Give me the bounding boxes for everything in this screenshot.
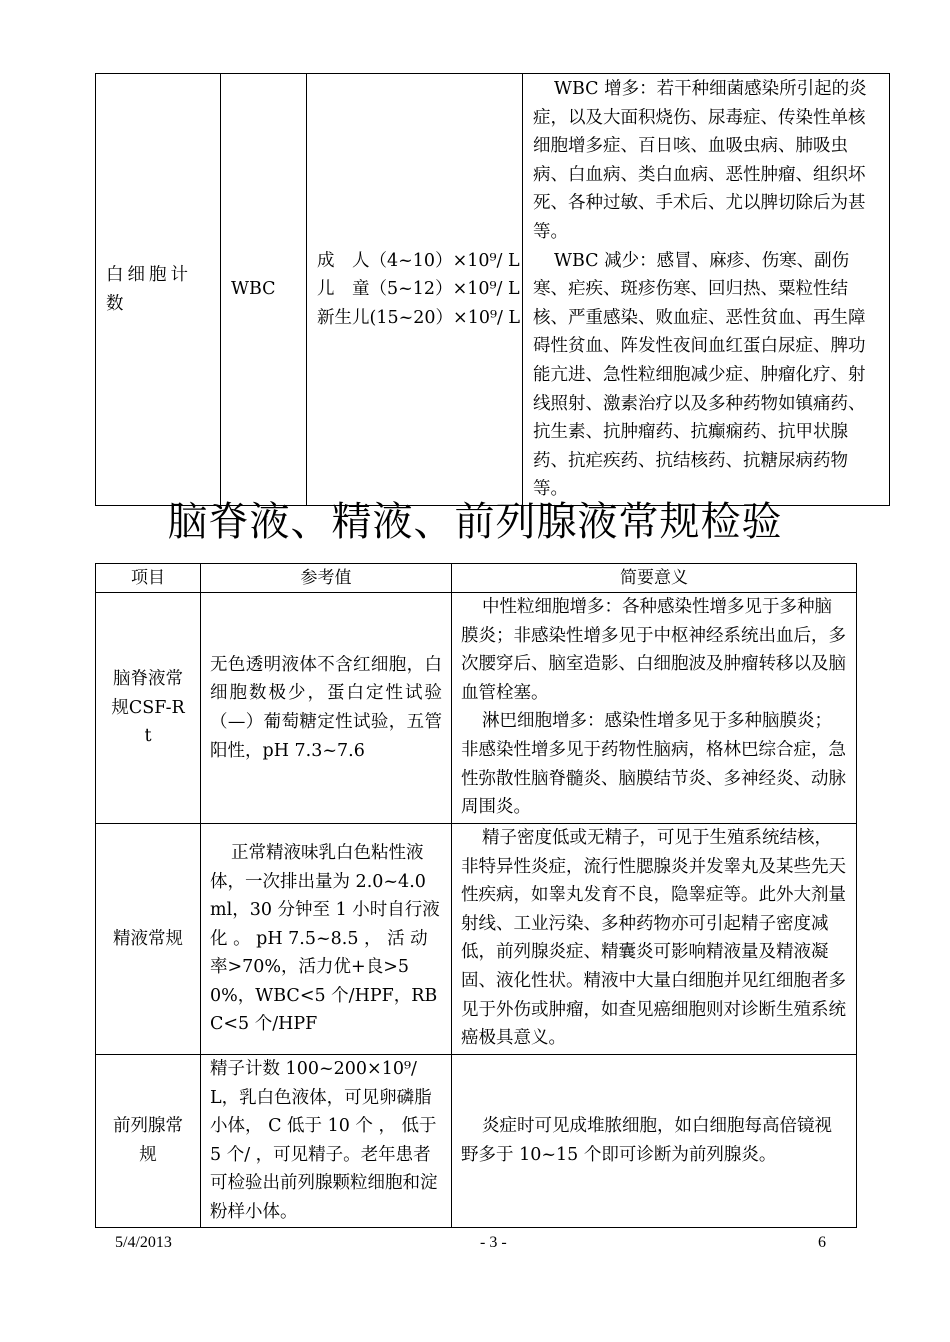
abbr-cell [221,74,307,506]
footer-page-number: - 3 - [480,1234,507,1251]
item-cell [96,824,201,1055]
ref-adult: 成 人（4~10）×10⁹/ L [317,250,520,271]
meaning-cell [452,593,857,824]
meaning-cell [523,74,890,506]
item-name: 前列腺常规 [113,1116,183,1165]
ref-cell [201,593,452,824]
ref-cell [201,1055,452,1228]
footer-total: 6 [818,1234,826,1251]
meaning-increase: WBC 增多：若干种细菌感染所引起的炎症，以及大面积烧伤、尿毒症、传染性单核细胞增多症、百日咳、血吸虫病、肺吸虫病、白血病、类白血病、恶性肿瘤、组织坏死、各种过敏、手术后、尤以脾切除后为甚等。 [533,79,867,243]
meaning-cell [452,1055,857,1228]
item-name: 脑脊液常规CSF-Rt [111,669,185,747]
footer-date: 5/4/2013 [115,1234,172,1251]
item-cell [96,1055,201,1228]
wbc-table [95,73,890,506]
csf-semen-prostate-table [95,563,857,1228]
ref-cell [307,74,523,506]
ref-newborn: 新生儿(15~20）×10⁹/ L [317,307,521,328]
table-row [96,74,890,506]
section-title: 脑脊液、精液、前列腺液常规检验 [167,499,783,545]
table-row [96,824,857,1055]
item-name: 白细胞计数 [106,264,192,314]
header-ref: 参考值 [201,564,452,593]
table-row [96,1055,857,1228]
ref-text: 正常精液味乳白色粘性液体，一次排出量为 2.0~4.0 ml，30 分钟至 1 小时自行液化 。 pH 7.5~8.5 ， 活 动 率>70%，活力优+良>50%，WBC<5 个/HPF，RBC<5 个/HPF [210,842,440,1035]
meaning-lymphocyte: 淋巴细胞增多：感染性增多见于多种脑膜炎；非感染性增多见于药物性脑病，格林巴综合症，急性弥散性脑脊髓炎、脑膜结节炎、多神经炎、动脉周围炎。 [461,711,846,818]
item-cell [96,74,221,506]
ref-child: 儿 童（5~12）×10⁹/ L [317,279,520,300]
meaning-text: 炎症时可见成堆脓细胞，如白细胞每高倍镜视野多于 10~15 个即可诊断为前列腺炎。 [461,1116,832,1165]
ref-text: 精子计数 100~200×10⁹/ L，乳白色液体，可见卵磷脂小体， C 低于 10 个 ， 低于 5 个/ ，可见精子。老年患者可检验出前列腺颗粒细胞和淀粉样小体。 [210,1059,438,1222]
item-name: 精液常规 [113,928,183,949]
meaning-cell [452,824,857,1055]
header-item: 项目 [96,564,201,593]
ref-cell [201,824,452,1055]
item-cell [96,593,201,824]
header-meaning: 简要意义 [452,564,857,593]
meaning-neutrophil: 中性粒细胞增多：各种感染性增多见于多种脑膜炎；非感染性增多见于中枢神经系统出血后，多次腰穿后、脑室造影、白细胞波及肿瘤转移以及脑血管栓塞。 [461,597,846,703]
ref-text: 无色透明液体不含红细胞，白细胞数极少，蛋白定性试验（—）葡萄糖定性试验，五管阳性，pH 7.3~7.6 [210,654,442,761]
meaning-text: 精子密度低或无精子，可见于生殖系统结核，非特异性炎症，流行性腮腺炎并发睾丸及某些先天性疾病，如睾丸发育不良，隐睾症等。此外大剂量射线、工业污染、多种药物亦可引起精子密度减低，前列腺炎症、精囊炎可影响精液量及精液凝固、液化性状。精液中大量白细胞并见红细胞者多见于外伤或肿瘤，如查见癌细胞则对诊断生殖系统癌极具意义。 [461,828,846,1049]
table-row [96,593,857,824]
meaning-decrease: WBC 减少：感冒、麻疹、伤寒、副伤寒、疟疾、斑疹伤寒、回归热、粟粒性结核、严重感染、败血症、恶性贫血、再生障碍性贫血、阵发性夜间血红蛋白尿症、脾功能亢进、急性粒细胞减少症、肿瘤化疗、射线照射、激素治疗以及多种药物如镇痛药、抗生素、抗肿瘤药、抗癫痫药、抗甲状腺药、抗疟疾药、抗结核药、抗糖尿病药物等。 [533,250,866,500]
table-header-row [96,564,857,593]
abbr-text: WBC [231,279,276,300]
